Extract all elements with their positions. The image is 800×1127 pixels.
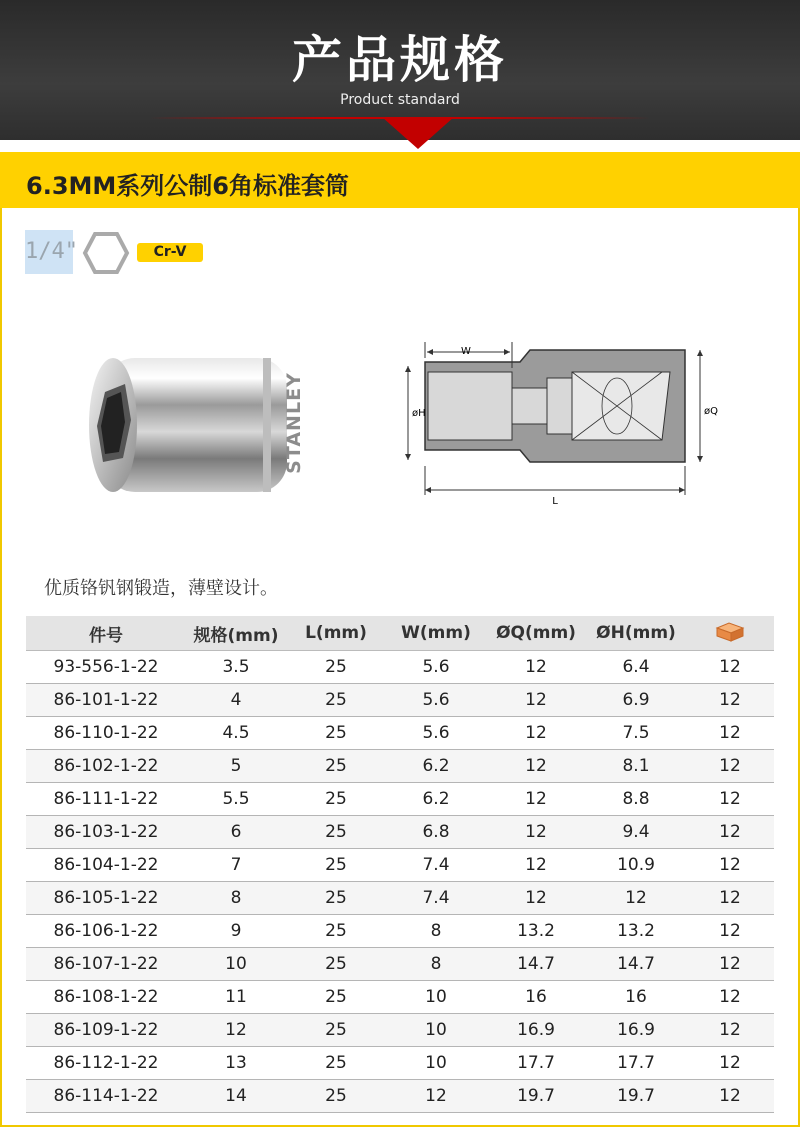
table-row — [26, 1014, 774, 1047]
cell-w: 6.2 — [386, 783, 486, 816]
cell-w: 5.6 — [386, 717, 486, 750]
cell-part-no: 86-101-1-22 — [26, 684, 186, 717]
cell-part-no: 86-112-1-22 — [26, 1047, 186, 1080]
cell-l: 25 — [286, 1014, 386, 1047]
cell-part-no: 86-103-1-22 — [26, 816, 186, 849]
cell-h: 8.8 — [586, 783, 686, 816]
cell-size: 3.5 — [186, 651, 286, 684]
section-title: 6.3MM系列公制6角标准套筒 — [26, 172, 349, 200]
cell-h: 7.5 — [586, 717, 686, 750]
cell-size: 4.5 — [186, 717, 286, 750]
down-arrow-icon — [382, 117, 454, 149]
table-row — [26, 981, 774, 1014]
cell-part-no: 86-102-1-22 — [26, 750, 186, 783]
dimension-h: øH — [412, 408, 426, 419]
cell-w: 7.4 — [386, 882, 486, 915]
cell-w: 5.6 — [386, 684, 486, 717]
cell-q: 12 — [486, 816, 586, 849]
cell-pack-qty: 12 — [686, 948, 774, 981]
cell-size: 7 — [186, 849, 286, 882]
cell-h: 6.4 — [586, 651, 686, 684]
table-row — [26, 1080, 774, 1113]
cell-part-no: 93-556-1-22 — [26, 651, 186, 684]
cell-size: 10 — [186, 948, 286, 981]
dimension-q: øQ — [704, 406, 718, 417]
hexagon-icon — [82, 230, 130, 276]
package-box-icon — [715, 620, 745, 642]
cell-h: 19.7 — [586, 1080, 686, 1113]
brand-engraving: STANLEY — [283, 372, 305, 474]
cell-w: 10 — [386, 981, 486, 1014]
cell-w: 8 — [386, 948, 486, 981]
cell-part-no: 86-108-1-22 — [26, 981, 186, 1014]
cell-h: 8.1 — [586, 750, 686, 783]
cell-h: 17.7 — [586, 1047, 686, 1080]
cell-h: 10.9 — [586, 849, 686, 882]
cell-w: 5.6 — [386, 651, 486, 684]
cell-l: 25 — [286, 948, 386, 981]
cell-size: 13 — [186, 1047, 286, 1080]
cell-part-no: 86-109-1-22 — [26, 1014, 186, 1047]
cell-q: 12 — [486, 684, 586, 717]
product-description: 优质铬钒钢锻造，薄壁设计。 — [44, 578, 278, 599]
cell-pack-qty: 12 — [686, 1080, 774, 1113]
cell-l: 25 — [286, 816, 386, 849]
cell-part-no: 86-104-1-22 — [26, 849, 186, 882]
cell-pack-qty: 12 — [686, 1047, 774, 1080]
cell-l: 25 — [286, 915, 386, 948]
table-header-row — [26, 616, 774, 651]
cell-l: 25 — [286, 981, 386, 1014]
cell-w: 8 — [386, 915, 486, 948]
cell-pack-qty: 12 — [686, 750, 774, 783]
table-row — [26, 783, 774, 816]
cell-h: 14.7 — [586, 948, 686, 981]
table-row — [26, 750, 774, 783]
cell-h: 16 — [586, 981, 686, 1014]
cell-q: 14.7 — [486, 948, 586, 981]
cell-size: 9 — [186, 915, 286, 948]
cell-l: 25 — [286, 684, 386, 717]
cell-size: 12 — [186, 1014, 286, 1047]
cell-pack-qty: 12 — [686, 981, 774, 1014]
cell-l: 25 — [286, 849, 386, 882]
cell-size: 14 — [186, 1080, 286, 1113]
cell-l: 25 — [286, 717, 386, 750]
cell-h: 9.4 — [586, 816, 686, 849]
technical-diagram — [400, 340, 730, 510]
drive-size-badge: 1/4" — [25, 230, 73, 274]
cell-pack-qty: 12 — [686, 783, 774, 816]
cell-size: 6 — [186, 816, 286, 849]
cell-q: 13.2 — [486, 915, 586, 948]
cell-size: 5 — [186, 750, 286, 783]
cell-pack-qty: 12 — [686, 816, 774, 849]
page-title: 产品规格 — [292, 30, 508, 89]
cell-pack-qty: 12 — [686, 915, 774, 948]
cell-pack-qty: 12 — [686, 1014, 774, 1047]
table-row — [26, 948, 774, 981]
table-row — [26, 684, 774, 717]
cell-q: 19.7 — [486, 1080, 586, 1113]
cell-q: 12 — [486, 651, 586, 684]
cell-part-no: 86-110-1-22 — [26, 717, 186, 750]
cell-q: 12 — [486, 882, 586, 915]
cell-l: 25 — [286, 1080, 386, 1113]
cell-l: 25 — [286, 750, 386, 783]
socket-photo — [85, 350, 305, 498]
col-h: ØH(mm) — [586, 616, 686, 651]
cell-l: 25 — [286, 882, 386, 915]
table-row — [26, 849, 774, 882]
cell-pack-qty: 12 — [686, 882, 774, 915]
cell-w: 6.2 — [386, 750, 486, 783]
dimension-w: W — [461, 346, 471, 357]
cell-w: 10 — [386, 1014, 486, 1047]
col-w: W(mm) — [386, 616, 486, 651]
col-pack — [686, 616, 774, 651]
cell-size: 11 — [186, 981, 286, 1014]
table-row — [26, 915, 774, 948]
cell-w: 6.8 — [386, 816, 486, 849]
cell-l: 25 — [286, 651, 386, 684]
cell-size: 5.5 — [186, 783, 286, 816]
cell-h: 13.2 — [586, 915, 686, 948]
cell-l: 25 — [286, 1047, 386, 1080]
cell-pack-qty: 12 — [686, 651, 774, 684]
table-row — [26, 651, 774, 684]
col-l: L(mm) — [286, 616, 386, 651]
cell-size: 4 — [186, 684, 286, 717]
col-q: ØQ(mm) — [486, 616, 586, 651]
cell-q: 12 — [486, 849, 586, 882]
page-subtitle: Product standard — [340, 92, 460, 108]
cell-q: 16.9 — [486, 1014, 586, 1047]
spec-table — [26, 616, 774, 1113]
cell-h: 16.9 — [586, 1014, 686, 1047]
cell-q: 17.7 — [486, 1047, 586, 1080]
cell-part-no: 86-111-1-22 — [26, 783, 186, 816]
cell-part-no: 86-114-1-22 — [26, 1080, 186, 1113]
cell-q: 12 — [486, 783, 586, 816]
table-row — [26, 882, 774, 915]
cell-pack-qty: 12 — [686, 684, 774, 717]
col-part-no: 件号 — [26, 616, 186, 651]
cell-w: 7.4 — [386, 849, 486, 882]
cell-q: 16 — [486, 981, 586, 1014]
cell-pack-qty: 12 — [686, 717, 774, 750]
cell-part-no: 86-107-1-22 — [26, 948, 186, 981]
col-size: 规格(mm) — [186, 616, 286, 651]
cell-w: 12 — [386, 1080, 486, 1113]
cell-q: 12 — [486, 750, 586, 783]
table-row — [26, 717, 774, 750]
cell-h: 6.9 — [586, 684, 686, 717]
cell-part-no: 86-105-1-22 — [26, 882, 186, 915]
table-row — [26, 816, 774, 849]
cell-q: 12 — [486, 717, 586, 750]
cell-l: 25 — [286, 783, 386, 816]
cell-size: 8 — [186, 882, 286, 915]
cell-pack-qty: 12 — [686, 849, 774, 882]
cell-w: 10 — [386, 1047, 486, 1080]
cell-part-no: 86-106-1-22 — [26, 915, 186, 948]
material-badge: Cr-V — [137, 243, 203, 262]
dimension-l: L — [552, 496, 558, 507]
cell-h: 12 — [586, 882, 686, 915]
header-banner — [0, 0, 800, 140]
table-row — [26, 1047, 774, 1080]
